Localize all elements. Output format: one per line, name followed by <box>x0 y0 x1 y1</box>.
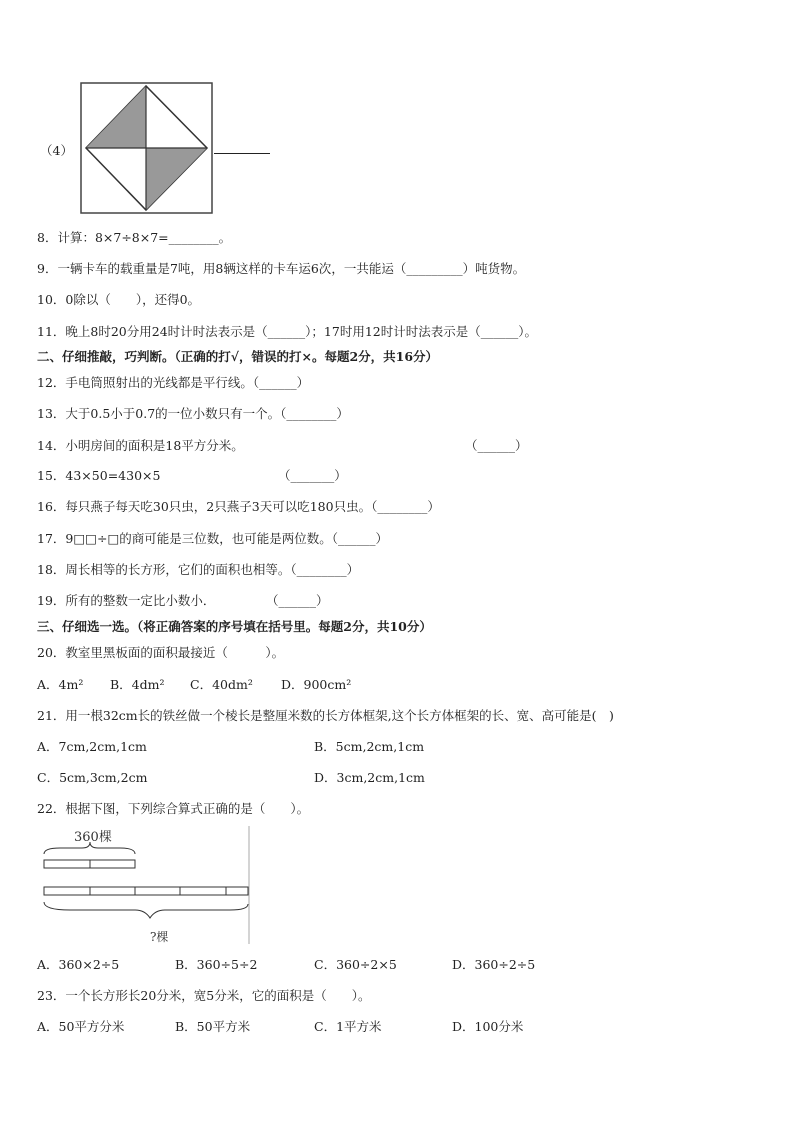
question-20-option-c[interactable]: C．40dm² <box>190 677 253 692</box>
question-22-option-d[interactable]: D．360÷2÷5 <box>452 957 536 972</box>
question-23: 23．一个长方形长20分米，宽5分米，它的面积是（ ）。 <box>37 988 371 1003</box>
question-16: 16．每只燕子每天吃30只虫，2只燕子3天可以吃180只虫。（________） <box>37 499 440 514</box>
question-19: 19．所有的整数一定比小数小． <box>37 593 216 608</box>
diagram-top-label: 360棵 <box>74 830 112 845</box>
question-22-option-c[interactable]: C．360÷2×5 <box>314 957 397 972</box>
question-23-option-d[interactable]: D．100分米 <box>452 1019 524 1034</box>
figure-4-answer-blank[interactable] <box>214 153 270 154</box>
question-15-blank[interactable]: （_______） <box>278 468 347 483</box>
question-22: 22．根据下图，下列综合算式正确的是（ ）。 <box>37 801 310 816</box>
question-15: 15．43×50=430×5 <box>37 468 161 483</box>
question-20-option-b[interactable]: B．4dm² <box>110 677 165 692</box>
question-9: 9．一辆卡车的载重量是7吨，用8辆这样的卡车运6次，一共能运（_________）吨货物。 <box>37 261 526 276</box>
section-3-heading: 三、仔细选一选。（将正确答案的序号填在括号里。每题2分，共10分） <box>37 619 432 634</box>
question-17: 17．9□□÷□的商可能是三位数，也可能是两位数。（______） <box>37 531 389 546</box>
question-23-option-b[interactable]: B．50平方米 <box>175 1019 251 1034</box>
question-22-option-a[interactable]: A．360×2÷5 <box>37 957 120 972</box>
question-12: 12．手电筒照射出的光线都是平行线。（______） <box>37 375 310 390</box>
question-21: 21．用一根32cm长的铁丝做一个棱长是整厘米数的长方体框架,这个长方体框架的长、宽、高可能是( ) <box>37 708 614 723</box>
question-11: 11．晚上8时20分用24时计时法表示是（______）；17时用12时计时法表示是（______）。 <box>37 324 537 339</box>
question-14: 14．小明房间的面积是18平方分米。 <box>37 438 244 453</box>
question-20-option-a[interactable]: A．4m² <box>37 677 84 692</box>
question-22-option-b[interactable]: B．360÷5÷2 <box>175 957 258 972</box>
question-23-option-a[interactable]: A．50平方分米 <box>37 1019 125 1034</box>
question-18: 18．周长相等的长方形，它们的面积也相等。（________） <box>37 562 360 577</box>
question-21-option-b[interactable]: B．5cm,2cm,1cm <box>314 739 425 754</box>
question-21-option-a[interactable]: A．7cm,2cm,1cm <box>37 739 147 754</box>
question-10: 10．0除以（ ），还得0。 <box>37 292 201 307</box>
question-14-blank[interactable]: （______） <box>465 438 528 453</box>
question-13: 13．大于0.5小于0.7的一位小数只有一个。（________） <box>37 406 349 421</box>
question-23-option-c[interactable]: C．1平方米 <box>314 1019 382 1034</box>
question-20-option-d[interactable]: D．900cm² <box>281 677 352 692</box>
section-2-heading: 二、仔细推敲，巧判断。（正确的打√，错误的打×。每题2分，共16分） <box>37 349 439 364</box>
question-8: 8．计算：8×7÷8×7=________。 <box>37 230 232 245</box>
figure-4-label: （4） <box>40 143 73 158</box>
question-22-segment-diagram <box>40 826 252 946</box>
question-19-blank[interactable]: （______） <box>266 593 329 608</box>
figure-4-square-diagram <box>80 82 213 214</box>
question-20: 20．教室里黑板面的面积最接近（ ）。 <box>37 645 285 660</box>
question-21-option-c[interactable]: C．5cm,3cm,2cm <box>37 770 148 785</box>
diagram-bottom-label: ?棵 <box>150 930 169 944</box>
question-21-option-d[interactable]: D．3cm,2cm,1cm <box>314 770 425 785</box>
